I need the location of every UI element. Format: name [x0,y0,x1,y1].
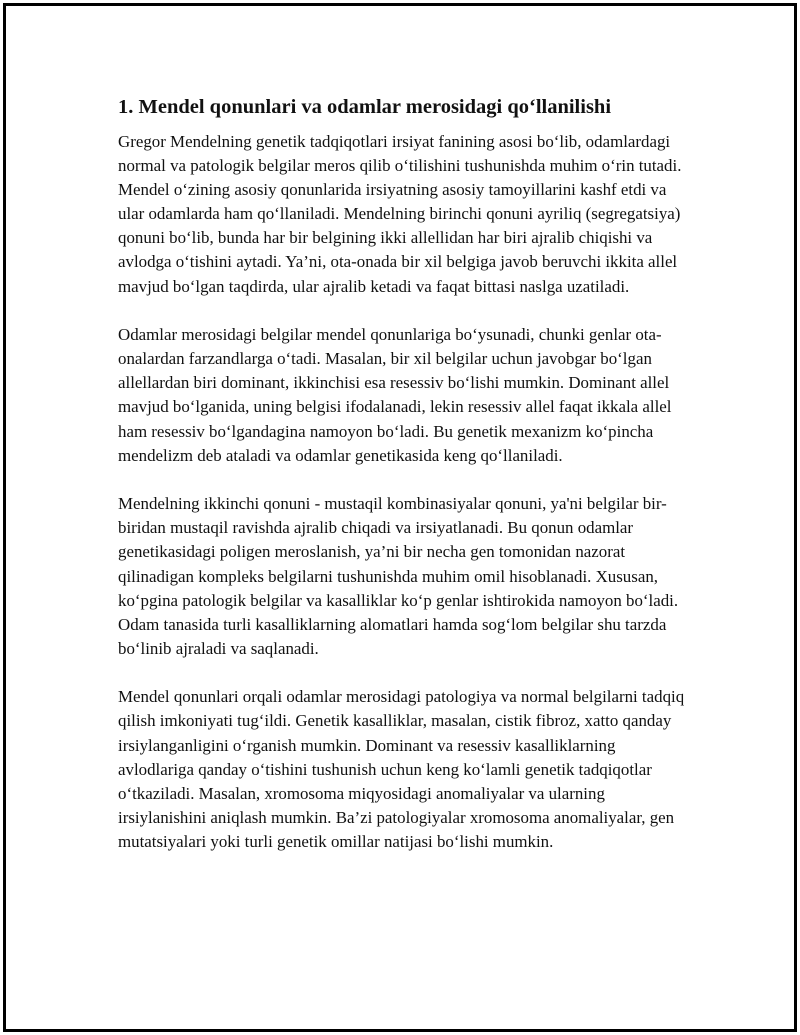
paragraph-3: Mendelning ikkinchi qonuni - mustaqil kombinasiyalar qonuni, ya'ni belgilar bir-biridan mustaqil ravishda ajralib chiqadi va irsiyatlanadi. Bu qonun odamlar genetikasidagi poligen meroslanish, ya’ni bir necha gen tomonidan nazorat qilinadigan kompleks belgilarni tushunishda muhim omil hisoblanadi. Xususan, ko‘pgina patologik belgilar va kasalliklar ko‘p genlar ishtirokida namoyon bo‘ladi. Odam tanasida turli kasalliklarning alomatlari hamda sog‘lom belgilar shu tarzda bo‘linib ajraladi va saqlanadi. [118,494,679,658]
paragraph-1: Gregor Mendelning genetik tadqiqotlari irsiyat fanining asosi bo‘lib, odamlardagi normal va patologik belgilar meros qilib o‘tilishini tushunishda muhim o‘rin tutadi. Mendel o‘zining asosiy qonunlarida irsiyatning asosiy tamoyillarini kashf etdi va ular odamlarda ham qo‘llaniladi. Mendelning birinchi qonuni ayriliq (segregatsiya) qonuni bo‘lib, bunda har bir belgining ikki allellidan har biri ajralib chiqishi va avlodga o‘tishini aytadi. Ya’ni, ota-onada bir xil belgiga javob beruvchi ikkita allel mavjud bo‘lgan taqdirda, ular ajralib ketadi va faqat bittasi naslga uzatiladi. [118,132,682,296]
section-title: 1. Mendel qonunlari va odamlar merosidagi qo‘llanilishi [118,96,612,118]
paragraph-4: Mendel qonunlari orqali odamlar merosidagi patologiya va normal belgilarni tadqiq qilish imkoniyati tug‘ildi. Genetik kasalliklar, masalan, cistik fibroz, xatto qanday irsiylanganligini o‘rganish mumkin. Dominant va resessiv kasalliklarning avlodlariga qanday o‘tishini tushunish uchun keng ko‘lamli genetik tadqiqotlar o‘tkaziladi. Masalan, xromosoma miqyosidagi anomaliyalar va ularning irsiylanishini aniqlash mumkin. Ba’zi patologiyalar xromosoma anomaliyalar, gen mutatsiyalari yoki turli genetik omillar natijasi bo‘lishi mumkin. [118,687,685,851]
paragraph-2: Odamlar merosidagi belgilar mendel qonunlariga bo‘ysunadi, chunki genlar ota-onalardan farzandlarga o‘tadi. Masalan, bir xil belgilar uchun javobgar bo‘lgan allellardan biri dominant, ikkinchisi esa resessiv bo‘lishi mumkin. Dominant allel mavjud bo‘lganida, uning belgisi ifodalanadi, lekin resessiv allel faqat ikkala allel ham resessiv bo‘lgandagina namoyon bo‘ladi. Bu genetik mexanizm ko‘pincha mendelizm deb ataladi va odamlar genetikasida keng qo‘llaniladi. [118,325,672,465]
document-body [118,93,688,879]
